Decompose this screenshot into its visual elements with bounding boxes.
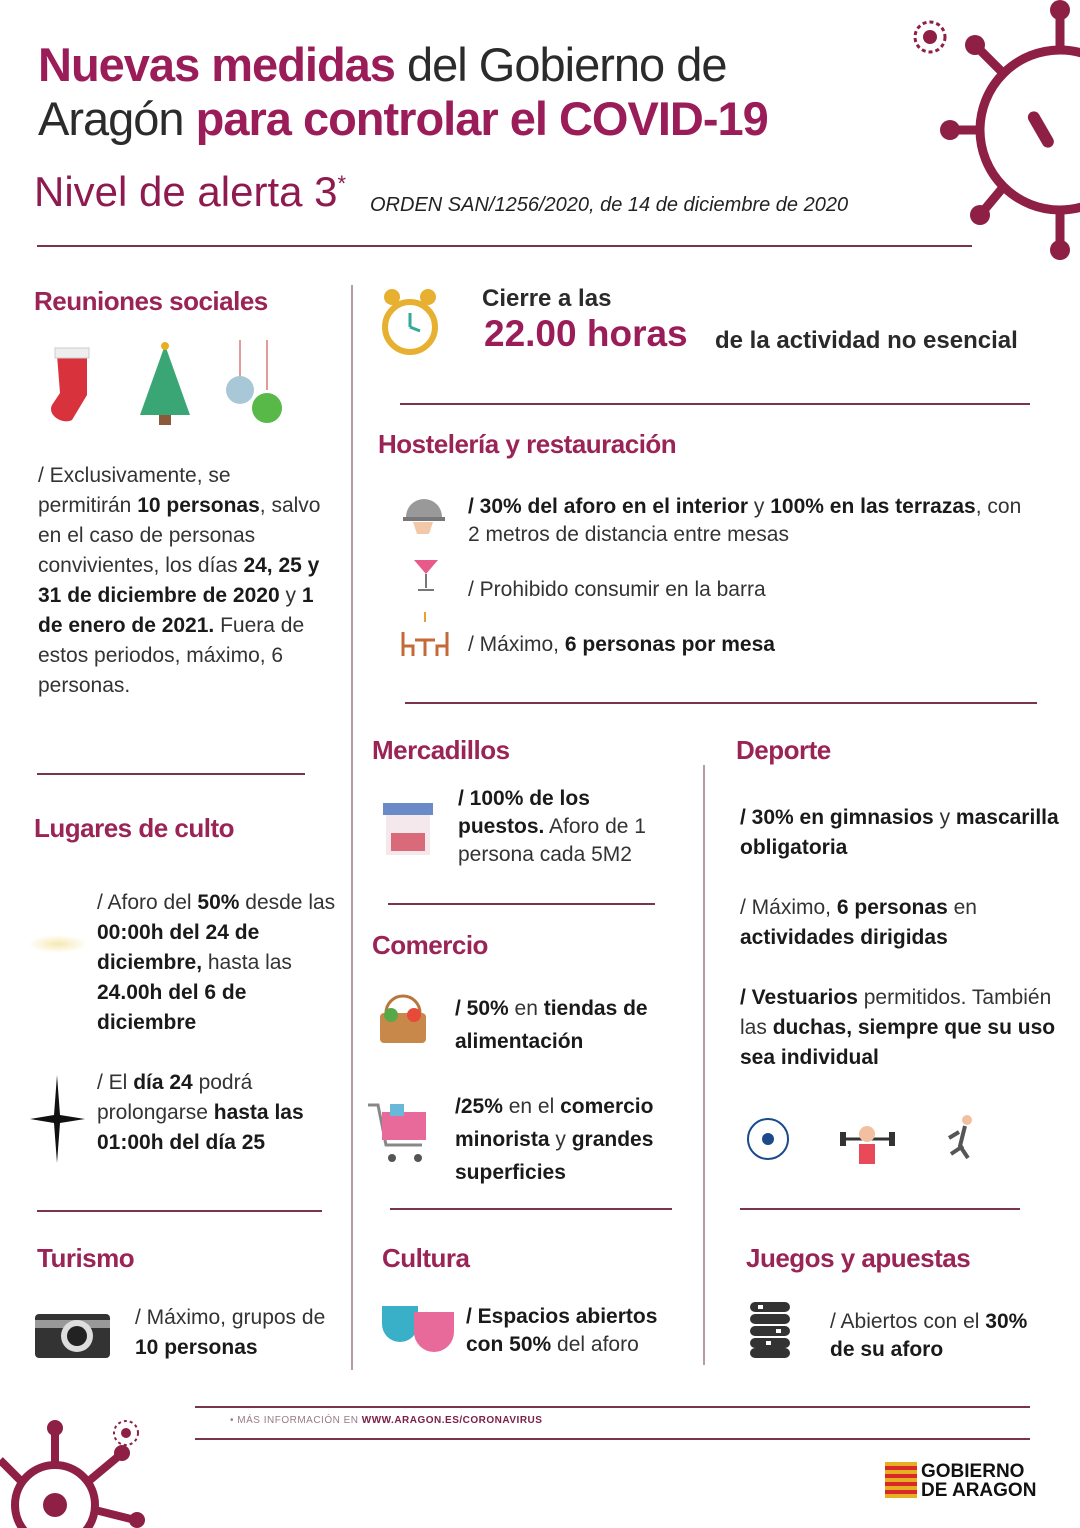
bold-text: 00:00h del 24 de diciembre,	[97, 921, 260, 974]
bold-text: 6 personas por mesa	[564, 633, 775, 656]
christmas-icons	[45, 340, 295, 430]
bold-text: para controlar el COVID-19	[195, 92, 768, 145]
text: Fuera de estos periodos, máximo, 6 personas.	[38, 614, 305, 697]
turismo-text	[135, 1303, 345, 1363]
text: y	[933, 806, 956, 829]
cultura-text	[466, 1303, 696, 1359]
grocery-basket-icon	[376, 993, 430, 1047]
text: y	[748, 495, 771, 518]
soccer-ball-icon	[748, 1119, 788, 1159]
market-stall-icon	[383, 803, 433, 855]
divider	[37, 1210, 322, 1212]
divider	[37, 773, 305, 775]
cocktail-icon	[412, 552, 440, 592]
camera-icon	[35, 1308, 110, 1358]
text: permitidos. También las	[740, 986, 1052, 1039]
bold-text: / 50%	[455, 997, 509, 1020]
divider	[740, 1208, 1020, 1210]
text: / Máximo,	[468, 633, 565, 656]
bold-text: día 24	[133, 1071, 193, 1094]
text: Aforo de 1 persona cada 5M2	[458, 815, 646, 866]
divider	[37, 245, 972, 247]
text: hasta las	[202, 951, 292, 974]
weightlifter-icon	[840, 1126, 895, 1164]
hosteleria-item	[468, 630, 775, 660]
bold-text: grandes superficies	[455, 1128, 654, 1184]
column-divider	[703, 765, 705, 1365]
alert-level-text: Nivel de alerta 3	[34, 168, 338, 215]
heading-culto: Lugares de culto	[34, 813, 235, 843]
bold-text: / Espacios abiertos con 50%	[466, 1305, 658, 1356]
aragon-flag-icon	[885, 1462, 917, 1498]
bold-text: / Vestuarios	[740, 986, 858, 1009]
star-sparkle-icon	[30, 1075, 85, 1163]
comercio-item	[455, 1090, 695, 1189]
gobierno-aragon-logo	[885, 1462, 1036, 1500]
divider	[390, 1208, 672, 1210]
mercadillos-text	[458, 785, 678, 869]
text: , con 2 metros de distancia entre mesas	[468, 495, 1022, 546]
divider	[405, 702, 1037, 704]
column-divider	[351, 285, 353, 1370]
reuniones-text	[38, 461, 328, 701]
hosteleria-item	[468, 575, 766, 605]
heading-turismo: Turismo	[37, 1243, 135, 1273]
juegos-text	[830, 1308, 1050, 1364]
sports-icons	[745, 1112, 985, 1170]
text: en	[947, 896, 977, 919]
bold-text: duchas, siempre que su uso sea individual	[740, 1016, 1056, 1069]
divider	[388, 903, 655, 905]
divider	[195, 1406, 1030, 1408]
text: / Exclusivamente, se permitirán	[38, 464, 231, 517]
bold-text: comercio minorista	[455, 1095, 654, 1151]
bold-text: Nuevas medidas	[38, 38, 395, 91]
alert-level	[34, 168, 346, 216]
bold-text: 50%	[197, 891, 240, 914]
divider	[195, 1438, 1030, 1440]
bold-text: / 30% en gimnasios	[740, 806, 934, 829]
bold-text: 6 personas	[836, 896, 948, 919]
deporte-item	[740, 893, 1060, 953]
bold-text: hasta las 01:00h del día 25	[97, 1101, 304, 1154]
bold-text: actividades dirigidas	[740, 926, 948, 949]
comercio-item	[455, 992, 695, 1058]
asterisk: *	[337, 171, 347, 196]
more-info-link[interactable]: WWW.ARAGON.ES/CORONAVIRUS	[361, 1415, 543, 1426]
bold-text: / 30% del aforo en el interior	[468, 495, 749, 518]
text: desde las	[239, 891, 336, 914]
culto-item	[97, 888, 347, 1038]
divider	[400, 403, 1030, 405]
heading-cultura: Cultura	[382, 1243, 470, 1273]
virus-small-icon	[108, 1415, 144, 1451]
text: del aforo	[551, 1333, 639, 1356]
logo-line: GOBIERNO	[921, 1461, 1025, 1482]
cierre-time: 22.00 horas	[484, 313, 688, 354]
cierre-label: Cierre a las	[482, 285, 612, 312]
heading-juegos: Juegos y apuestas	[746, 1243, 971, 1273]
heading-reuniones: Reuniones sociales	[34, 286, 268, 316]
text: / Prohibido consumir en la barra	[468, 578, 766, 601]
cierre-rest: de la actividad no esencial	[715, 327, 1018, 354]
ornaments-icon	[226, 340, 282, 423]
text: y	[549, 1128, 572, 1151]
bold-text: 10 personas	[135, 1336, 258, 1359]
bold-text: 24.00h del 6 de diciembre	[97, 981, 247, 1034]
poker-chips-icon	[748, 1302, 792, 1358]
text: / Máximo, grupos de	[135, 1306, 326, 1329]
bold-text: / 100% de los puestos.	[458, 787, 590, 838]
bold-text: 1 de enero de 2021.	[38, 584, 314, 637]
light-glow-icon	[28, 935, 88, 953]
text: podrá prolongarse	[97, 1071, 253, 1124]
bold-text: 24, 25 y 31 de diciembre de 2020	[38, 554, 320, 607]
order-reference: ORDEN SAN/1256/2020, de 14 de diciembre de 2020	[370, 194, 849, 216]
runner-icon	[949, 1115, 972, 1158]
text: en el	[502, 1095, 561, 1118]
deporte-item	[740, 983, 1060, 1073]
more-info-label: • MÁS INFORMACIÓN EN	[230, 1415, 362, 1426]
text: del Gobierno de	[394, 38, 727, 91]
text: / Máximo,	[740, 896, 837, 919]
text: / Aforo del	[97, 891, 198, 914]
text: Aragón	[38, 92, 196, 145]
hosteleria-item	[468, 493, 1028, 549]
bold-text: /25%	[455, 1095, 503, 1118]
text: / Abiertos con el	[830, 1310, 986, 1333]
heading-hosteleria: Hostelería y restauración	[378, 429, 677, 459]
virus-icon	[940, 0, 1080, 260]
stocking-icon	[51, 348, 89, 421]
deporte-item	[740, 803, 1060, 863]
bold-text: 30% de su aforo	[830, 1310, 1028, 1361]
bold-text: 10 personas	[137, 494, 260, 517]
text: en	[508, 997, 544, 1020]
culto-item	[97, 1068, 347, 1158]
page-title	[38, 38, 768, 146]
heading-mercadillos: Mercadillos	[372, 735, 510, 765]
text: / El	[97, 1071, 134, 1094]
text: , salvo en el caso de personas convivientes, los días	[38, 494, 321, 577]
bold-text: tiendas de alimentación	[455, 997, 648, 1053]
heading-deporte: Deporte	[736, 735, 831, 765]
more-info	[230, 1415, 542, 1426]
virus-small-icon	[905, 12, 955, 62]
text: y	[279, 584, 302, 607]
shopping-cart-icon	[368, 1100, 432, 1165]
bold-text: 100% en las terrazas	[770, 495, 976, 518]
cloche-icon	[403, 492, 445, 537]
alarm-clock-icon	[380, 285, 440, 357]
table-chairs-icon	[400, 612, 450, 657]
logo-line: DE ARAGON	[921, 1480, 1037, 1501]
theater-masks-icon	[380, 1300, 458, 1352]
bold-text: mascarilla obligatoria	[740, 806, 1059, 859]
heading-comercio: Comercio	[372, 930, 488, 960]
christmas-tree-icon	[140, 342, 190, 425]
